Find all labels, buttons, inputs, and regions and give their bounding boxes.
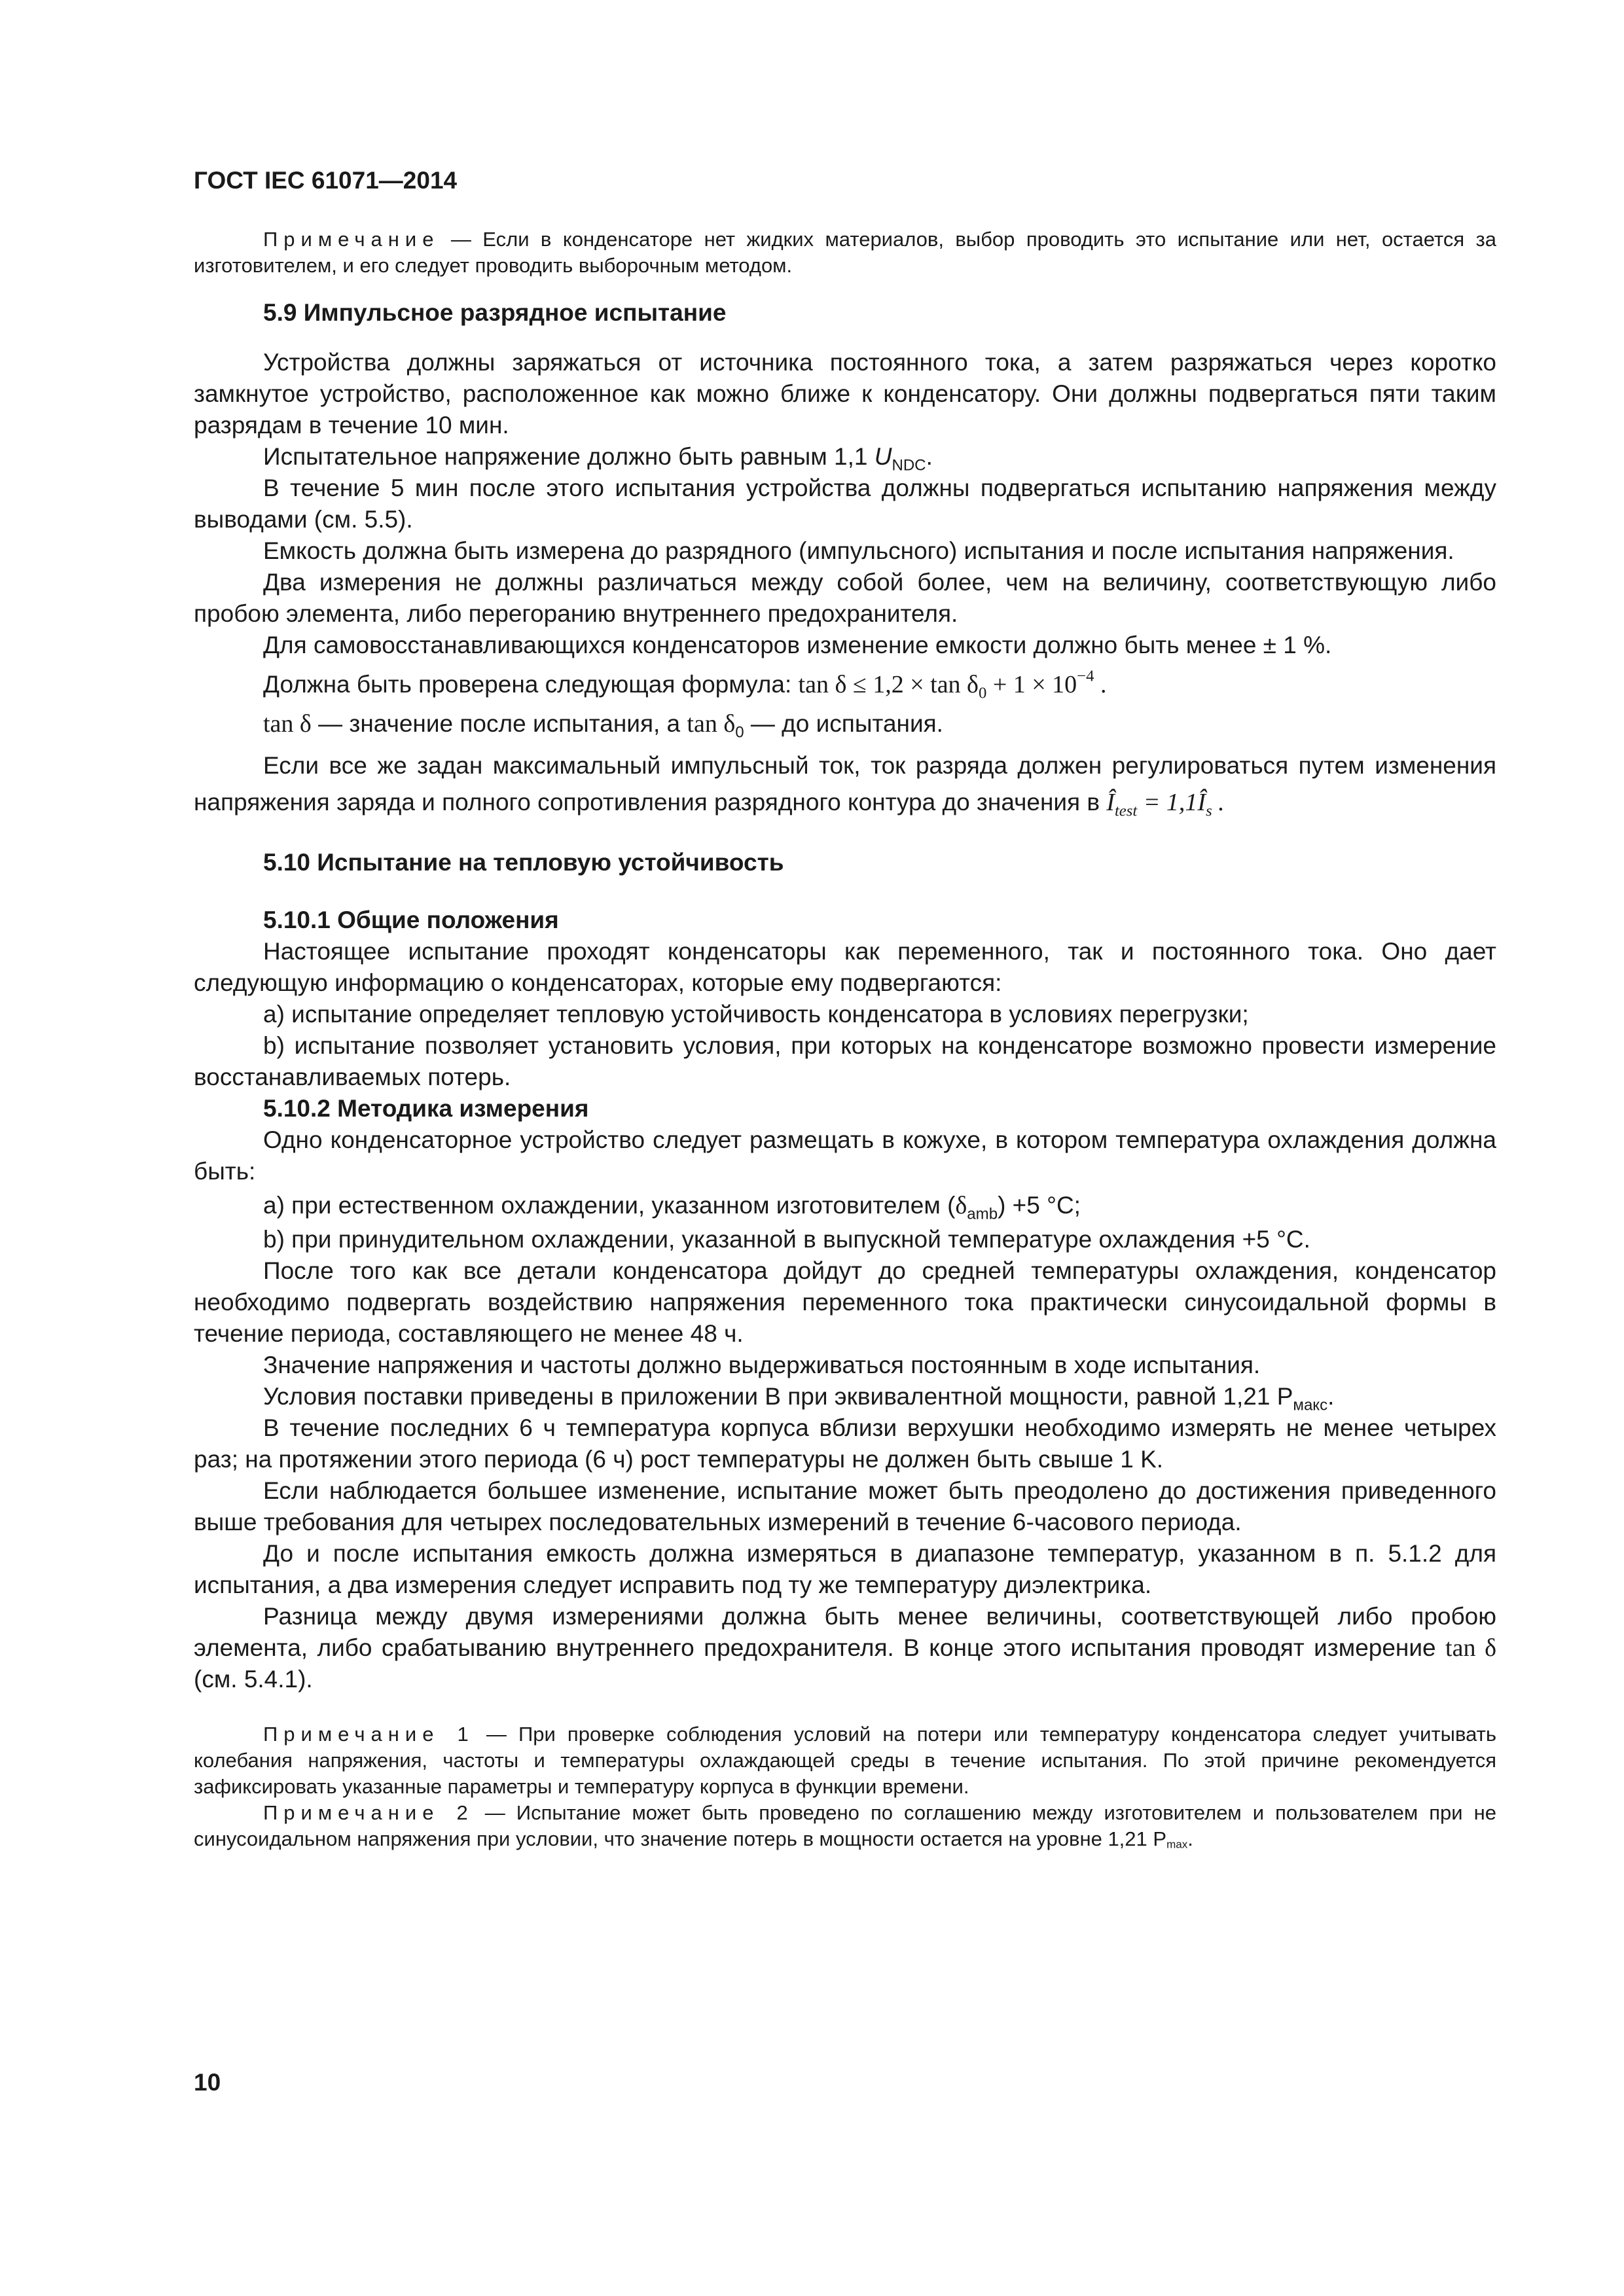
page-number: 10 — [194, 2069, 221, 2096]
formula-i-test: $Î_{test}$ = $1,1Î_s$ . — [1106, 789, 1225, 820]
note-1: Примечание 1 — При проверке соблюдения условий на потери или температуру конденсатора следует учитывать колебания напряжения, частоты и температуры охлаждающей среды в течение испытания. По этой причине рекомендуется зафиксировать указанные параметры и температуру корпуса в функции времени. — [194, 1723, 1496, 1798]
list-item: a) при естественном охлаждении, указанном изготовителем $(\delta_{amb}) +5$ °C; — [263, 1192, 1081, 1223]
paragraph: Значение напряжения и частоты должно выдерживаться постоянным в ходе испытания. — [263, 1352, 1261, 1378]
section-heading-5-9: 5.9 Импульсное разрядное испытание — [263, 299, 727, 326]
page-content — [194, 162, 1496, 1852]
paragraph: Одно конденсаторное устройство следует размещать в кожухе, в котором температура охлаждения должна быть: — [194, 1126, 1496, 1185]
formula-tan-delta: $\tan \delta \le 1,2 \times \tan \delta_0 + 1 \times 10^{-4}$ . — [798, 667, 1107, 702]
note-text: — Если в конденсаторе нет жидких материалов, выбор проводить это испытание или нет, остается за изготовителем, и его следует проводить выборочным методом. — [194, 228, 1496, 277]
paragraph: После того как все детали конденсатора дойдут до средней температуры охлаждения, конденсатор необходимо подвергать воздействию напряжения переменного тока практически синусоидальной формы в течение периода, составляющего не менее 48 ч. — [194, 1257, 1496, 1347]
note-label: Примечание 1 — [263, 1723, 475, 1746]
formula-explanation: tan δ — значение после испытания, а $\tan \delta_0$ — до испытания. — [263, 710, 943, 742]
paragraph: В течение последних 6 ч температура корпуса вблизи верхушки необходимо измерять не менее четырех раз; на протяжении этого периода (6 ч) рост температуры не должен быть свыше 1 K. — [194, 1414, 1496, 1473]
list-item: a) испытание определяет тепловую устойчивость конденсатора в условиях перегрузки; — [263, 1001, 1249, 1028]
paragraph: Испытательное напряжение должно быть равным 1,1 $U_{NDC}$. — [263, 443, 933, 475]
paragraph: Настоящее испытание проходят конденсаторы как переменного, так и постоянного тока. Оно дает следующую информацию о конденсаторах, которые ему подвергаются: — [194, 938, 1496, 996]
formula-paragraph: Должна быть проверена следующая формула: $\tan \delta \le 1,2 \times \tan \delta_0 + 1 \times 10^{-4}$ . — [263, 667, 1107, 702]
note-2: Примечание 2 — Испытание может быть проведено по соглашению между изготовителем и пользователем при не синусоидальном напряжения при условии, что значение потерь в мощности остается на уровне 1,21 $P_{max}$. — [194, 1801, 1496, 1851]
paragraph: Емкость должна быть измерена до разрядного (импульсного) испытания и после испытания напряжения. — [263, 537, 1454, 564]
paragraph: Разница между двумя измерениями должна быть менее величины, соответствующей либо пробою элемента, либо срабатыванию внутреннего предохранителя. В конце этого испытания проводят измерение tan δ (см. 5.4.1). — [194, 1603, 1496, 1693]
note-label: Примечание — [263, 228, 440, 251]
note-label: Примечание 2 — [263, 1801, 474, 1824]
paragraph: Если все же задан максимальный импульсный ток, ток разряда должен регулироваться путем изменения напряжения заряда и полного сопротивления разрядного контура до значения в $Î_{test}$ = $1,1Î_s$ . — [194, 752, 1496, 820]
paragraph: Два измерения не должны различаться между собой более, чем на величину, соответствующую либо пробою элемента, либо перегоранию внутреннего предохранителя. — [194, 569, 1496, 627]
subsection-heading-5-10-1: 5.10.1 Общие положения — [263, 906, 559, 933]
paragraph: До и после испытания емкость должна измеряться в диапазоне температур, указанном в п. 5.1.2 для испытания, а два измерения следует исправить под ту же температуру диэлектрика. — [194, 1540, 1496, 1598]
list-item: b) испытание позволяет установить условия, при которых на конденсаторе возможно провести измерение восстанавливаемых потерь. — [194, 1032, 1496, 1090]
paragraph: Условия поставки приведены в приложении В при эквивалентной мощности, равной 1,21 $P_{макс}$. — [263, 1383, 1335, 1414]
section-heading-5-10: 5.10 Испытание на тепловую устойчивость — [263, 849, 784, 876]
paragraph: В течение 5 мин после этого испытания устройства должны подвергаться испытанию напряжения между выводами (см. 5.5). — [194, 475, 1496, 533]
document-header: ГОСТ IEC 61071—2014 — [194, 167, 458, 194]
paragraph: Устройства должны заряжаться от источника постоянного тока, а затем разряжаться через коротко замкнутое устройство, расположенное как можно ближе к конденсатору. Они должны подвергаться пяти таким разрядам в течение 10 мин. — [194, 349, 1496, 439]
subsection-heading-5-10-2: 5.10.2 Методика измерения — [263, 1095, 589, 1122]
note-top — [194, 226, 1496, 279]
paragraph: Если наблюдается большее изменение, испытание может быть преодолено до достижения приведенного выше требования для четырех последовательных измерений в течение 6-часового периода. — [194, 1477, 1496, 1535]
paragraph: Для самовосстанавливающихся конденсаторов изменение емкости должно быть менее ± 1 %. — [263, 632, 1332, 658]
list-item: b) при принудительном охлаждении, указанной в выпускной температуре охлаждения +5 °C. — [263, 1226, 1310, 1253]
